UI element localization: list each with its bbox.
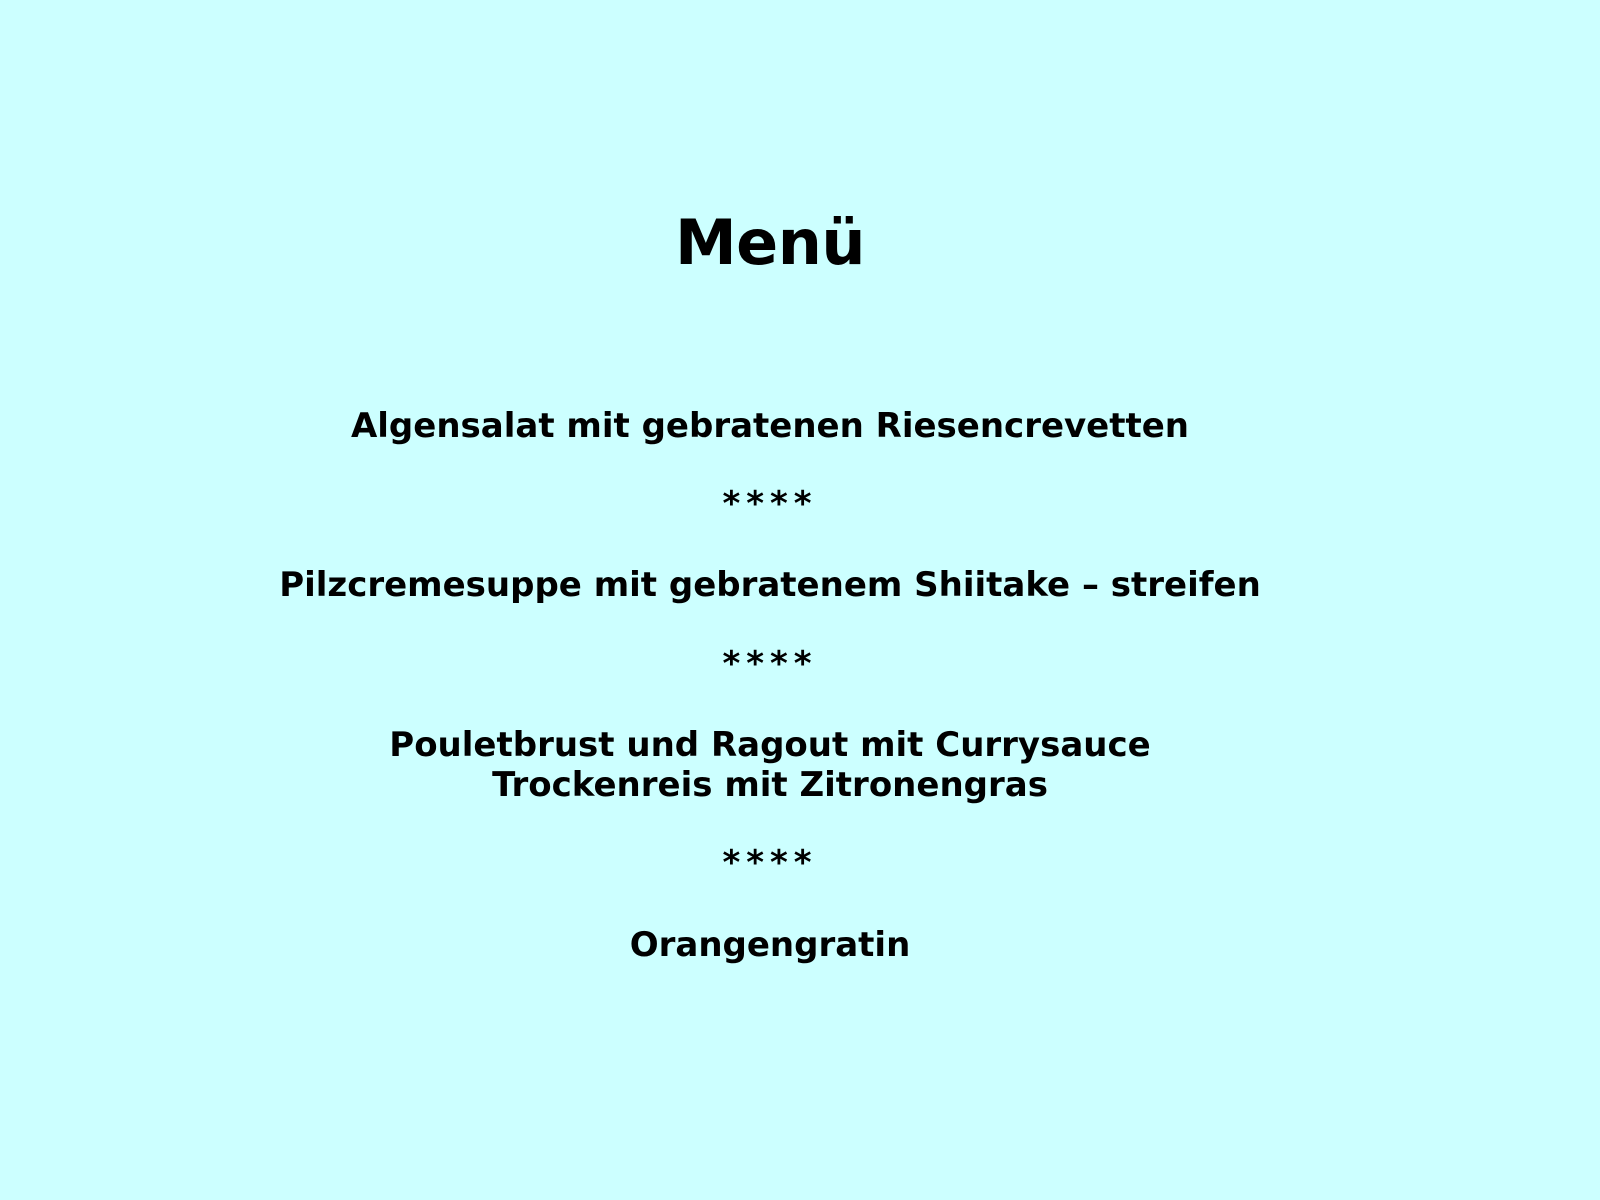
course-separator: **** (722, 644, 818, 684)
course-line: Pilzcremesuppe mit gebratenem Shiitake – streifen (279, 565, 1261, 605)
course-line: Orangengratin (629, 925, 911, 965)
course-separator: **** (722, 484, 818, 524)
page-title: Menü (674, 206, 866, 279)
course-soup (0, 565, 1540, 605)
course-line: Pouletbrust und Ragout mit Currysauce (389, 725, 1151, 765)
course-main (0, 725, 1540, 805)
course-dessert (0, 925, 1540, 965)
course-starter (0, 406, 1540, 446)
course-separator: **** (722, 843, 818, 883)
course-line: Trockenreis mit Zitronengras (492, 765, 1048, 805)
course-line: Algensalat mit gebratenen Riesencrevetten (350, 406, 1190, 446)
